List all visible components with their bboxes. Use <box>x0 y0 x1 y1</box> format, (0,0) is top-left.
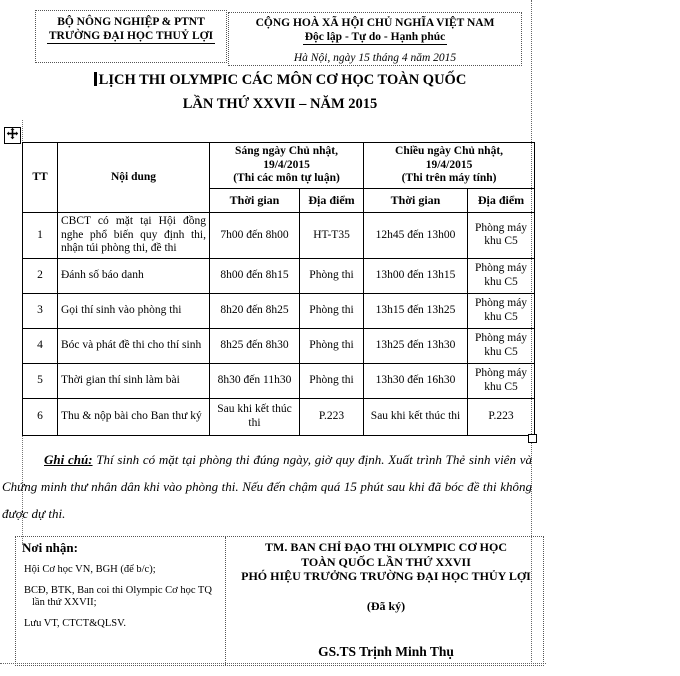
footer-box <box>15 536 544 666</box>
signature-authority-line-2: TOÀN QUỐC LẦN THỨ XXVII <box>301 554 471 569</box>
cell-morning-place: P.223 <box>300 398 364 435</box>
cell-tt: 3 <box>23 293 58 328</box>
recipients-label: Nơi nhận: <box>22 540 78 555</box>
exam-schedule-table <box>22 142 535 436</box>
cell-tt: 4 <box>23 328 58 363</box>
recipients-section <box>16 537 226 665</box>
table-row <box>23 293 535 328</box>
cell-morning-time: 8h00 đến 8h15 <box>210 258 300 293</box>
morning-line-1: Sáng ngày Chủ nhật, <box>235 145 338 158</box>
cell-noidung: Thu & nộp bài cho Ban thư ký <box>58 398 210 435</box>
cell-afternoon-place: Phòng máy khu C5 <box>468 293 535 328</box>
cell-afternoon-place: P.223 <box>468 398 535 435</box>
cell-morning-time: 8h25 đến 8h30 <box>210 328 300 363</box>
cell-afternoon-time: 13h00 đến 13h15 <box>364 258 468 293</box>
cell-tt: 6 <box>23 398 58 435</box>
table-move-handle[interactable] <box>4 127 21 144</box>
header-organization-box <box>35 10 227 63</box>
cell-noidung: Đánh số báo danh <box>58 258 210 293</box>
table-resize-handle[interactable] <box>528 434 537 443</box>
col-header-morning-time: Thời gian <box>210 189 300 213</box>
col-header-morning <box>210 143 364 189</box>
col-header-afternoon <box>364 143 535 189</box>
cell-noidung: Gọi thí sinh vào phòng thi <box>58 293 210 328</box>
cell-noidung: CBCT có mặt tại Hội đồng nghe phổ biến quy định thi, nhận túi phòng thi, đề thi <box>58 213 210 259</box>
four-way-arrow-icon <box>6 127 19 145</box>
cell-morning-place: HT-T35 <box>300 213 364 259</box>
cell-afternoon-time: Sau khi kết thúc thi <box>364 398 468 435</box>
cell-tt: 1 <box>23 213 58 259</box>
cell-noidung: Bóc và phát đề thi cho thí sinh <box>58 328 210 363</box>
col-header-afternoon-time: Thời gian <box>364 189 468 213</box>
cell-afternoon-time: 12h45 đến 13h00 <box>364 213 468 259</box>
national-motto: Độc lập - Tự do - Hạnh phúc <box>304 31 446 43</box>
header-national-box <box>228 12 522 66</box>
cell-afternoon-place: Phòng máy khu C5 <box>468 363 535 398</box>
signed-note: (Đã ký) <box>366 598 406 613</box>
cell-morning-place: Phòng thi <box>300 328 364 363</box>
cell-morning-time: 7h00 đến 8h00 <box>210 213 300 259</box>
cell-afternoon-place: Phòng máy khu C5 <box>468 213 535 259</box>
ministry-name: BỘ NÔNG NGHIỆP & PTNT <box>57 16 205 28</box>
cell-morning-time: 8h20 đến 8h25 <box>210 293 300 328</box>
cell-tt: 5 <box>23 363 58 398</box>
cell-morning-time: Sau khi kết thúc thi <box>210 398 300 435</box>
afternoon-line-1: Chiều ngày Chủ nhật, <box>395 145 504 158</box>
afternoon-line-2: 19/4/2015 <box>425 158 473 171</box>
cell-afternoon-time: 13h15 đến 13h25 <box>364 293 468 328</box>
cell-morning-time: 8h30 đến 11h30 <box>210 363 300 398</box>
cell-morning-place: Phòng thi <box>300 258 364 293</box>
col-header-morning-place: Địa điểm <box>300 189 364 213</box>
table-row <box>23 328 535 363</box>
cell-afternoon-place: Phòng máy khu C5 <box>468 328 535 363</box>
note-text: Thí sinh có mặt tại phòng thi đúng ngày, giờ quy định. Xuất trình Thẻ sinh viên và Chứng minh thư nhân dân khi vào phòng thi. Nếu đến chậm quá 15 phút sau khi đã bóc đề thi không được dự thi. <box>2 452 532 521</box>
col-header-afternoon-place: Địa điểm <box>468 189 535 213</box>
table-row <box>23 398 535 435</box>
university-name: TRƯỜNG ĐẠI HỌC THUỶ LỢI <box>48 30 214 42</box>
title-line-2: LẦN THỨ XXVII – NĂM 2015 <box>182 96 378 112</box>
title-line-1: LỊCH THI OLYMPIC CÁC MÔN CƠ HỌC TOÀN QUỐC <box>20 71 540 90</box>
text-cursor <box>94 72 97 86</box>
cell-afternoon-place: Phòng máy khu C5 <box>468 258 535 293</box>
note-paragraph <box>2 446 532 527</box>
recipient-item: Lưu VT, CTCT&QLSV. <box>24 617 126 629</box>
cell-noidung: Thời gian thí sinh làm bài <box>58 363 210 398</box>
signer-name: GS.TS Trịnh Minh Thụ <box>318 644 454 659</box>
cell-afternoon-time: 13h30 đến 16h30 <box>364 363 468 398</box>
col-header-noidung: Nội dung <box>58 143 210 213</box>
recipient-item: Hội Cơ học VN, BGH (để b/c); <box>24 564 156 575</box>
afternoon-line-3: (Thi trên máy tính) <box>401 172 497 185</box>
table-row <box>23 258 535 293</box>
cell-morning-place: Phòng thi <box>300 363 364 398</box>
recipient-item: BCĐ, BTK, Ban coi thi Olympic Cơ học TQ lần thứ XXVII; <box>24 584 212 608</box>
document-title <box>20 71 540 114</box>
col-header-tt: TT <box>23 143 58 213</box>
signature-section <box>227 537 545 665</box>
cell-afternoon-time: 13h25 đến 13h30 <box>364 328 468 363</box>
cell-morning-place: Phòng thi <box>300 293 364 328</box>
table-row <box>23 363 535 398</box>
morning-line-2: 19/4/2015 <box>263 158 310 171</box>
signature-title: PHÓ HIỆU TRƯỞNG TRƯỜNG ĐẠI HỌC THỦY LỢI <box>241 569 531 583</box>
document-date: Hà Nội, ngày 15 tháng 4 năm 2015 <box>293 52 457 64</box>
morning-line-3: (Thi các môn tự luận) <box>233 172 340 185</box>
signature-authority-line-1: TM. BAN CHỈ ĐẠO THI OLYMPIC CƠ HỌC <box>264 540 508 554</box>
table-row <box>23 213 535 259</box>
table-header-row <box>23 143 535 189</box>
note-label: Ghi chú: <box>44 452 93 467</box>
national-title: CỘNG HOÀ XÃ HỘI CHỦ NGHĨA VIỆT NAM <box>255 17 495 29</box>
cell-tt: 2 <box>23 258 58 293</box>
